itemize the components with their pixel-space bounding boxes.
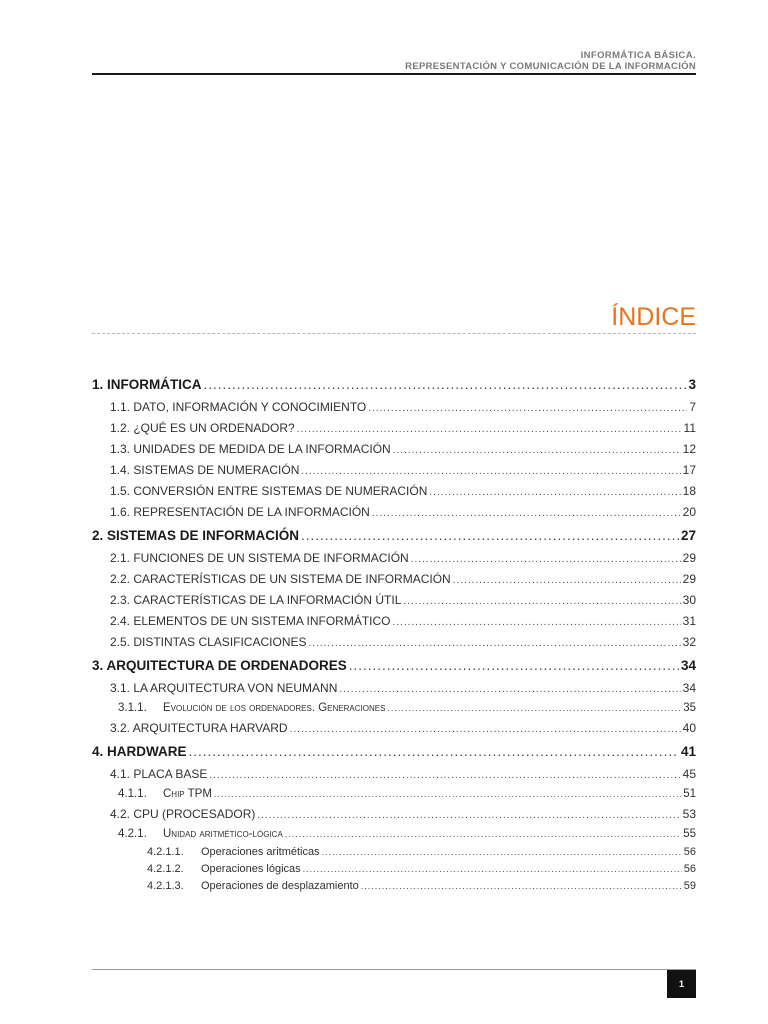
toc-entry-label: 2.2. CARACTERÍSTICAS DE UN SISTEMA DE INFORMACIÓN <box>110 572 451 586</box>
toc-entry-number: 4.2.1. <box>118 828 147 840</box>
toc-entry-number: 4.2.1.2. <box>147 863 184 875</box>
toc-leader-dots <box>411 549 681 569</box>
toc-entry-label: 2.4. ELEMENTOS DE UN SISTEMA INFORMÁTICO <box>110 614 391 628</box>
toc-entry-4[interactable] <box>92 739 696 764</box>
toc-entry-1-4[interactable] <box>92 460 696 481</box>
toc-entry-page: 12 <box>682 442 696 456</box>
toc-entry-4-2-1-2[interactable] <box>92 861 696 878</box>
toc-entry-label-group <box>118 785 212 804</box>
toc-entry-label-group <box>147 844 320 861</box>
footer-rule <box>92 969 696 970</box>
toc-entry-page: 17 <box>682 463 696 477</box>
toc-entry-3-1-1[interactable] <box>92 699 696 718</box>
toc-entry-2-4[interactable] <box>92 611 696 632</box>
toc-entry-page: 7 <box>689 400 696 414</box>
toc-leader-dots <box>372 503 681 523</box>
toc-leader-dots <box>361 878 682 895</box>
toc-leader-dots <box>339 679 680 699</box>
toc-entry-label: 3.1. LA ARQUITECTURA VON NEUMANN <box>110 681 338 695</box>
toc-entry-page: 29 <box>682 572 696 586</box>
toc-entry-label: 1. INFORMÁTICA <box>92 377 202 392</box>
toc-entry-1-2[interactable] <box>92 418 696 439</box>
toc-entry-4-2-1-1[interactable] <box>92 844 696 861</box>
toc-entry-page: 20 <box>682 505 696 519</box>
toc-leader-dots <box>349 653 679 678</box>
toc-entry-label: 2.5. DISTINTAS CLASIFICACIONES <box>110 635 307 649</box>
toc-leader-dots <box>368 398 687 418</box>
toc-entry-label: 3.2. ARQUITECTURA HARVARD <box>110 721 288 735</box>
toc-entry-1[interactable] <box>92 372 696 397</box>
toc-entry-page: 18 <box>682 484 696 498</box>
toc-leader-dots <box>309 633 681 653</box>
toc-entry-label-group <box>118 825 283 844</box>
toc-entry-page: 51 <box>683 788 696 800</box>
toc-entry-label: 3. ARQUITECTURA DE ORDENADORES <box>92 658 347 673</box>
toc-entry-1-3[interactable] <box>92 439 696 460</box>
toc-entry-page: 34 <box>682 681 696 695</box>
toc-entry-label: 1.1. DATO, INFORMACIÓN Y CONOCIMIENTO <box>110 400 367 414</box>
toc-entry-page: 56 <box>683 863 696 875</box>
toc-leader-dots <box>429 482 680 502</box>
toc-entry-label: 2. SISTEMAS DE INFORMACIÓN <box>92 528 300 543</box>
toc-leader-dots <box>257 805 680 825</box>
toc-entry-page: 56 <box>683 846 696 858</box>
running-header <box>92 50 696 72</box>
toc-entry-2-2[interactable] <box>92 569 696 590</box>
toc-entry-label: 4.1. PLACA BASE <box>110 767 208 781</box>
toc-entry-page: 41 <box>680 744 696 759</box>
toc-leader-dots <box>209 765 680 785</box>
toc-entry-number: 4.2.1.3. <box>147 880 184 892</box>
toc-leader-dots <box>204 372 687 397</box>
toc-entry-3[interactable] <box>92 653 696 678</box>
toc-leader-dots <box>453 570 681 590</box>
toc-entry-number: 4.1.1. <box>118 788 147 800</box>
toc-entry-4-1[interactable] <box>92 764 696 785</box>
toc-entry-page: 59 <box>683 880 696 892</box>
toc-entry-label-group <box>147 861 301 878</box>
toc-entry-label: 4. HARDWARE <box>92 744 187 759</box>
toc-entry-4-1-1[interactable] <box>92 785 696 804</box>
toc-entry-2-3[interactable] <box>92 590 696 611</box>
toc-leader-dots <box>301 461 680 481</box>
table-of-contents <box>92 372 696 895</box>
toc-entry-page: 45 <box>682 767 696 781</box>
toc-entry-label: Chip TPM <box>163 788 212 800</box>
toc-entry-page: 35 <box>683 702 696 714</box>
toc-leader-dots <box>303 861 682 878</box>
toc-entry-page: 31 <box>682 614 696 628</box>
toc-entry-4-2[interactable] <box>92 804 696 825</box>
toc-entry-label: Operaciones de desplazamiento <box>201 880 359 892</box>
toc-leader-dots <box>297 419 682 439</box>
header-subtitle: REPRESENTACIÓN Y COMUNICACIÓN DE LA INFORMACIÓN <box>405 61 696 72</box>
page-number-badge: 1 <box>667 970 696 998</box>
toc-entry-4-2-1[interactable] <box>92 825 696 844</box>
toc-leader-dots <box>290 719 681 739</box>
toc-leader-dots <box>403 591 680 611</box>
toc-entry-label-group <box>118 699 385 718</box>
toc-leader-dots <box>285 825 681 844</box>
title-divider <box>92 333 696 334</box>
toc-entry-2-1[interactable] <box>92 548 696 569</box>
toc-entry-page: 34 <box>680 658 696 673</box>
toc-leader-dots <box>393 612 681 632</box>
toc-entry-label: Operaciones lógicas <box>201 863 301 875</box>
toc-entry-label: 1.4. SISTEMAS DE NUMERACIÓN <box>110 463 300 477</box>
toc-entry-number: 3.1.1. <box>118 702 147 714</box>
toc-entry-label: Operaciones aritméticas <box>201 846 320 858</box>
toc-entry-2-5[interactable] <box>92 632 696 653</box>
toc-entry-page: 3 <box>688 377 696 392</box>
toc-entry-1-6[interactable] <box>92 502 696 523</box>
toc-entry-page: 40 <box>682 721 696 735</box>
toc-entry-number: 4.2.1.1. <box>147 846 184 858</box>
toc-entry-label: 1.3. UNIDADES DE MEDIDA DE LA INFORMACIÓN <box>110 442 391 456</box>
header-title: INFORMÁTICA BÁSICA. <box>580 50 696 61</box>
toc-leader-dots <box>393 440 681 460</box>
toc-entry-1-5[interactable] <box>92 481 696 502</box>
toc-entry-page: 32 <box>682 635 696 649</box>
toc-leader-dots <box>214 785 681 804</box>
toc-entry-page: 29 <box>682 551 696 565</box>
toc-entry-2[interactable] <box>92 523 696 548</box>
toc-entry-label: 2.1. FUNCIONES DE UN SISTEMA DE INFORMACIÓN <box>110 551 409 565</box>
toc-entry-4-2-1-3[interactable] <box>92 878 696 895</box>
toc-entry-page: 30 <box>682 593 696 607</box>
toc-entry-label: Unidad aritmético-lógica <box>163 828 283 840</box>
toc-entry-3-2[interactable] <box>92 718 696 739</box>
header-rule <box>92 73 696 75</box>
toc-leader-dots <box>189 739 679 764</box>
toc-entry-1-1[interactable] <box>92 397 696 418</box>
toc-entry-page: 27 <box>680 528 696 543</box>
toc-leader-dots <box>322 844 682 861</box>
toc-entry-label: 1.2. ¿QUÉ ES UN ORDENADOR? <box>110 421 295 435</box>
toc-leader-dots <box>387 699 681 718</box>
toc-entry-label: 4.2. CPU (PROCESADOR) <box>110 807 256 821</box>
toc-entry-3-1[interactable] <box>92 678 696 699</box>
toc-leader-dots <box>301 523 679 548</box>
toc-entry-label-group <box>147 878 359 895</box>
page-title: ÍNDICE <box>611 303 696 331</box>
toc-entry-label: 1.5. CONVERSIÓN ENTRE SISTEMAS DE NUMERACIÓN <box>110 484 428 498</box>
toc-entry-label: 2.3. CARACTERÍSTICAS DE LA INFORMACIÓN ÚTIL <box>110 593 402 607</box>
toc-entry-label: 1.6. REPRESENTACIÓN DE LA INFORMACIÓN <box>110 505 370 519</box>
toc-entry-page: 53 <box>682 807 696 821</box>
toc-entry-label: Evolución de los ordenadores. Generaciones <box>163 702 386 714</box>
toc-entry-page: 11 <box>683 421 696 435</box>
toc-entry-page: 55 <box>683 828 696 840</box>
